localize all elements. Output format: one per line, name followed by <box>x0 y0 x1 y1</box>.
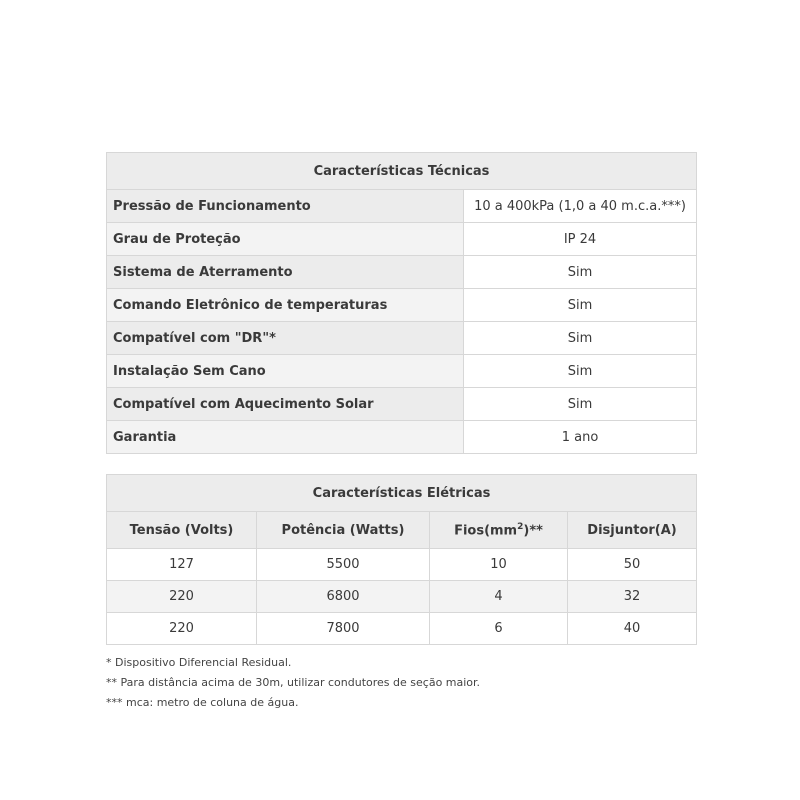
spec-label: Compatível com Aquecimento Solar <box>107 388 464 421</box>
wires-header-suffix: )** <box>523 523 543 539</box>
table-row <box>107 322 697 355</box>
wires-cell: 6 <box>430 613 568 645</box>
electrical-header-row <box>107 512 697 549</box>
wires-header-prefix: Fios(mm <box>454 523 518 539</box>
footnote-distance: ** Para distância acima de 30m, utilizar condutores de seção maior. <box>106 676 481 689</box>
wires-cell: 4 <box>430 581 568 613</box>
wires-cell: 10 <box>430 549 568 581</box>
breaker-cell: 40 <box>568 613 697 645</box>
spec-label: Garantia <box>107 421 464 454</box>
column-header-wires <box>430 512 568 549</box>
spec-value: Sim <box>464 388 697 421</box>
power-cell: 7800 <box>257 613 430 645</box>
footnotes <box>106 653 696 713</box>
breaker-cell: 50 <box>568 549 697 581</box>
table-row <box>107 190 697 223</box>
column-header-power: Potência (Watts) <box>257 512 430 549</box>
electrical-title-row <box>107 475 697 512</box>
electrical-specs-table <box>106 474 697 645</box>
spec-value: IP 24 <box>464 223 697 256</box>
voltage-cell: 127 <box>107 549 257 581</box>
table-row <box>107 223 697 256</box>
table-row <box>107 355 697 388</box>
voltage-cell: 220 <box>107 613 257 645</box>
power-cell: 5500 <box>257 549 430 581</box>
electrical-table-title: Características Elétricas <box>107 475 697 512</box>
table-row <box>107 388 697 421</box>
table-row <box>107 421 697 454</box>
spec-label: Compatível com "DR"* <box>107 322 464 355</box>
spec-label: Instalação Sem Cano <box>107 355 464 388</box>
spec-label: Grau de Proteção <box>107 223 464 256</box>
table-spacer <box>106 454 696 474</box>
spec-label: Comando Eletrônico de temperaturas <box>107 289 464 322</box>
table-row <box>107 613 697 645</box>
table-row <box>107 256 697 289</box>
footnote-mca: *** mca: metro de coluna de água. <box>106 696 299 709</box>
spec-label: Pressão de Funcionamento <box>107 190 464 223</box>
spec-value: Sim <box>464 322 697 355</box>
table-row <box>107 549 697 581</box>
table-row <box>107 581 697 613</box>
column-header-voltage: Tensão (Volts) <box>107 512 257 549</box>
power-cell: 6800 <box>257 581 430 613</box>
spec-value: 1 ano <box>464 421 697 454</box>
spec-sheet <box>106 152 696 713</box>
wires-header-superscript: 2 <box>517 521 524 532</box>
spec-value: Sim <box>464 256 697 289</box>
spec-label: Sistema de Aterramento <box>107 256 464 289</box>
spec-value: Sim <box>464 289 697 322</box>
voltage-cell: 220 <box>107 581 257 613</box>
spec-value: 10 a 400kPa (1,0 a 40 m.c.a.***) <box>464 190 697 223</box>
technical-specs-table <box>106 152 697 454</box>
table-row <box>107 289 697 322</box>
technical-title-row <box>107 153 697 190</box>
column-header-breaker: Disjuntor(A) <box>568 512 697 549</box>
technical-table-title: Características Técnicas <box>107 153 697 190</box>
breaker-cell: 32 <box>568 581 697 613</box>
footnote-dr: * Dispositivo Diferencial Residual. <box>106 656 292 669</box>
spec-value: Sim <box>464 355 697 388</box>
